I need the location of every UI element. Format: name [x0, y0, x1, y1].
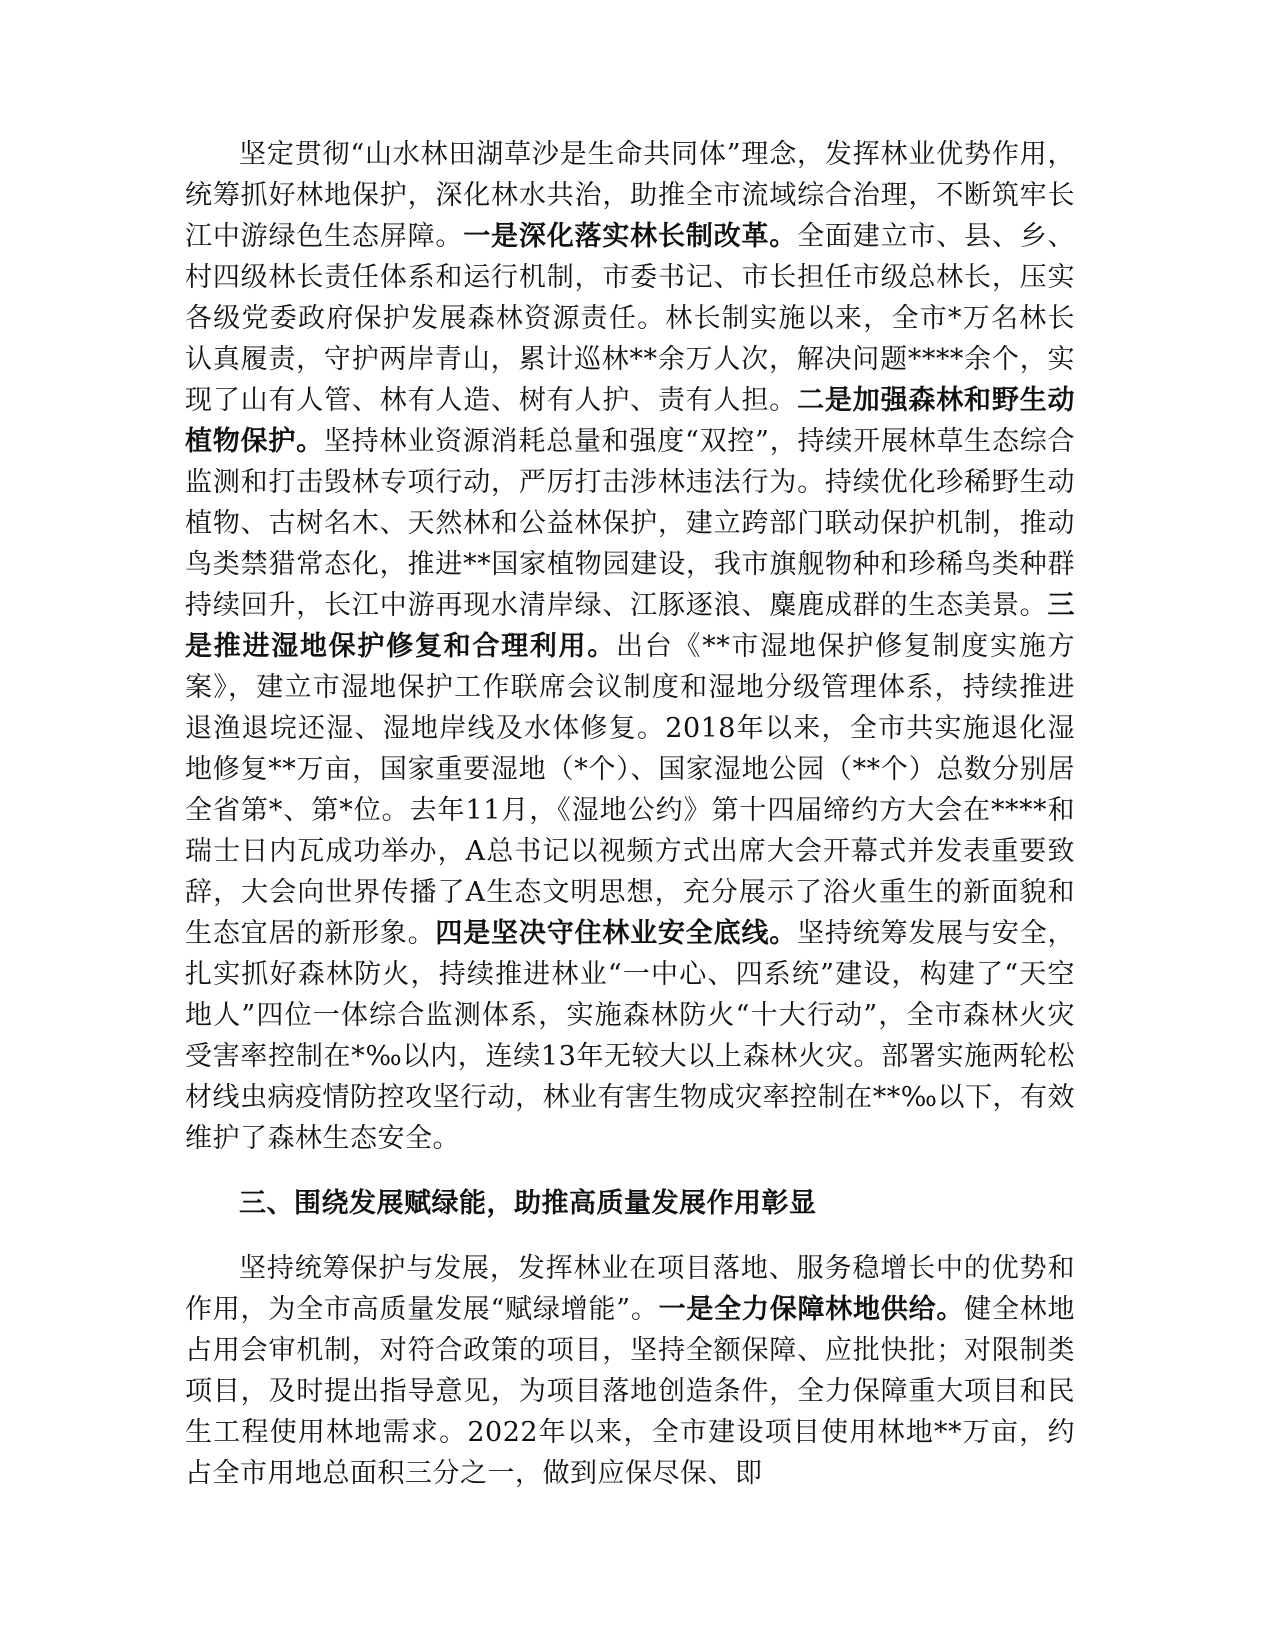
- document-page: [185, 134, 1075, 1494]
- bold-lead-forest-land-supply: 一是全力保障林地供给。: [658, 1294, 965, 1325]
- paragraph-text-wildlife: 坚持林业资源消耗总量和强度“双控”，持续开展林草生态综合监测和打击毁林专项行动，严厉打击涉林违法行为。持续优化珍稀野生动植物、古树名木、天然林和公益林保护，建立跨部门联动保护机制，推动鸟类禁猎常态化，推进**国家植物园建设，我市旗舰物种和珍稀鸟类种群持续回升，长江中游再现水清岸绿、江豚逐浪、麋鹿成群的生态美景。: [185, 426, 1075, 621]
- paragraph-development: [185, 1248, 1075, 1494]
- section-heading: 三、围绕发展赋绿能，助推高质量发展作用彰显: [239, 1188, 817, 1219]
- paragraph-intro-text: 坚定贯彻“山水林田湖草沙是生命共同体”理念，发挥林业优势作用，统筹抓好林地保护，深化林水共治，助推全市流域综合治理，不断筑牢长江中游绿色生态屏障。: [185, 139, 1075, 252]
- bold-lead-forest-safety: 四是坚决守住林业安全底线。: [435, 918, 798, 949]
- paragraph-text-forest-chief: 全面建立市、县、乡、村四级林长责任体系和运行机制，市委书记、市长担任市级总林长，压实各级党委政府保护发展森林资源责任。林长制实施以来，全市*万名林长认真履责，守护两岸青山，累计巡林**余万人次，解决问题****余个，实现了山有人管、林有人造、树有人护、责有人担。: [185, 221, 1076, 416]
- paragraph-text-forest-safety: 坚持统筹发展与安全，扎实抓好森林防火，持续推进林业“一中心、四系统”建设，构建了“天空地人”四位一体综合监测体系，实施森林防火“十大行动”，全市森林火灾受害率控制在*‰以内，连续13年无较大以上森林火灾。部署实施两轮松材线虫病疫情防控攻坚行动，林业有害生物成灾率控制在**‰以下，有效维护了森林生态安全。: [185, 918, 1076, 1154]
- bold-lead-wildlife-protection: 二是加强森林和野生动植物保护。: [185, 385, 1076, 457]
- paragraph-text-forest-land: 健全林地占用会审机制，对符合政策的项目，坚持全额保障、应批快批；对限制类项目，及时提出指导意见，为项目落地创造条件，全力保障重大项目和民生工程使用林地需求。2022年以来，全市建设项目使用林地**万亩，约占全市用地总面积三分之一，做到应保尽保、即: [185, 1294, 1076, 1489]
- paragraph-development-intro: 坚持统筹保护与发展，发挥林业在项目落地、服务稳增长中的优势和作用，为全市高质量发展“赋绿增能”。: [185, 1253, 1075, 1325]
- bold-lead-wetland-protection: 三是推进湿地保护修复和合理利用。: [185, 590, 1075, 662]
- paragraph-ecology-protection: [185, 134, 1075, 1159]
- bold-lead-forest-chief-reform: 一是深化落实林长制改革。: [463, 221, 798, 252]
- paragraph-text-wetland: 出台《**市湿地保护修复制度实施方案》，建立市湿地保护工作联席会议制度和湿地分级管理体系，持续推进退渔退垸还湿、湿地岸线及水体修复。2018年以来，全市共实施退化湿地修复**万亩，国家重要湿地（*个）、国家湿地公园（**个）总数分别居全省第*、第*位。去年11月，《湿地公约》第十四届缔约方大会在****和瑞士日内瓦成功举办，A总书记以视频方式出席大会开幕式并发表重要致辞，大会向世界传播了A生态文明思想，充分展示了浴火重生的新面貌和生态宜居的新形象。: [185, 631, 1075, 949]
